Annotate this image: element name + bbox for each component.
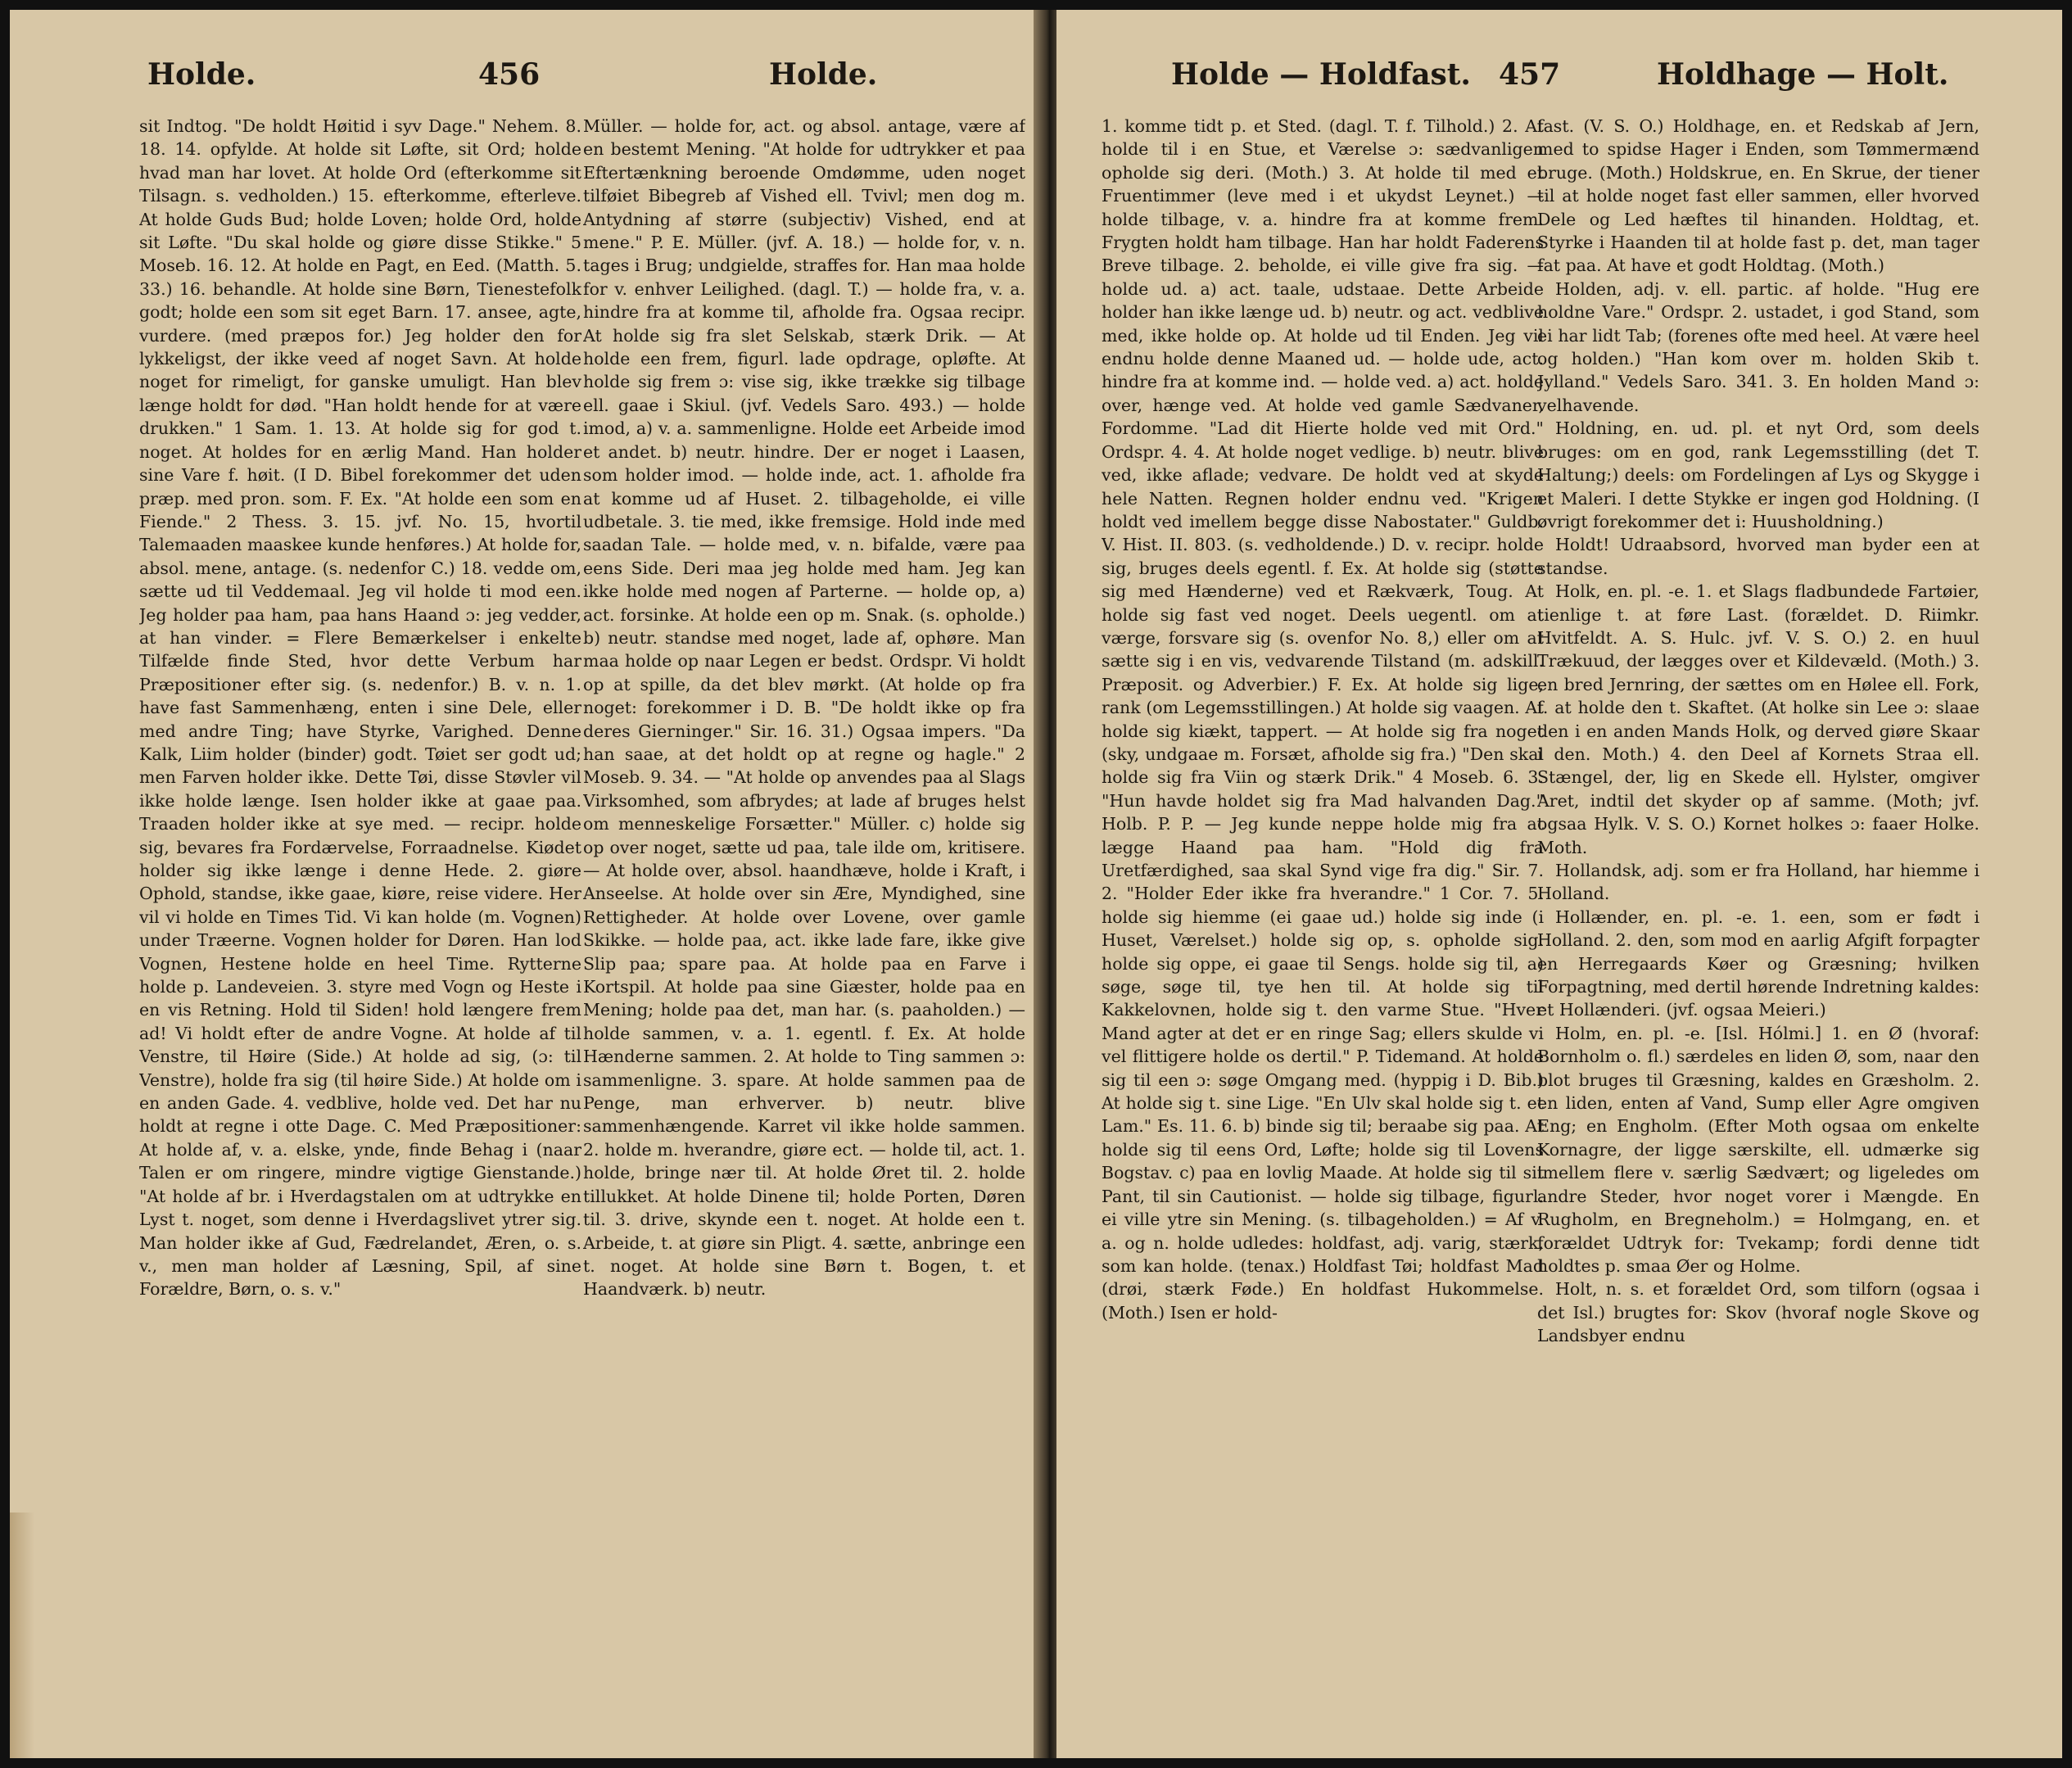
left-col1-text: sit Indtog. "De holdt Høitid i syv Dage." Nehem. 8. 18. 14. opfylde. At holde sit Løfte, sit Ord; holde hvad man har lovet. At holde Ord (efterkomme sit Tilsagn. s. vedholden.) 15. efterkomme, efterleve. At holde Guds Bud; holde Loven; holde Ord, holde sit Løfte. "Du skal holde og giøre disse Stikke." 5 Moseb. 16. 12. At holde en Pagt, en Eed. (Matth. 5. 33.) 16. behandle. At holde sine Børn, Tienestefolk godt; holde een som sit eget Barn. 17. ansee, agte, vurdere. (med præpos for.) Jeg holder den for lykkeligst, der ikke veed af noget Savn. At holde noget for rimeligt, for ganske umuligt. Han blev længe holdt for død. "Han holdt hende for at være drukken." 1 Sam. 1. 13. At holde sig for god t. noget. At holdes for en ærlig Mand. Han holder sine Vare f. høit. (I D. Bibel forekommer det uden præp. med pron. som. F. Ex. "At holde een som en Fiende." 2 Thess. 3. 15. jvf. No. 15, hvortil Talemaaden maaskee kunde henføres.) At holde for, absol. mene, antage. (s. nedenfor C.) 18. vedde om, sætte ud til Veddemaal. Jeg vil holde ti mod een. Jeg holder paa ham, paa hans Haand ɔ: jeg vedder, at han vinder. = Flere Bemærkelser i enkelte Tilfælde finde Sted, hvor dette Verbum har Præpositioner efter sig. (s. nedenfor.) B. v. n. 1. have fast Sammenhæng, enten i sine Dele, eller med andre Ting; have Styrke, Varighed. Denne Kalk, Liim holder (binder) godt. Tøiet ser godt ud; men Farven holder ikke. Dette Tøi, disse Støvler vil ikke holde længe. Isen holder ikke at gaae paa. Traaden holder ikke at sye med. — recipr. holde sig, bevares fra Fordærvelse, Forraadnelse. Kiødet holder sig ikke længe i denne Hede. 2. giøre Ophold, standse, ikke gaae, kiøre, reise videre. Her vil vi holde en Times Tid. Vi kan holde (m. Vognen) under Træerne. Vognen holder for Døren. Han lod Vognen, Hestene holde en heel Time. Rytterne holde p. Landeveien. 3. styre med Vogn og Heste i en vis Retning. Hold til Siden! hold længere frem ad! Vi holdt efter de andre Vogne. At holde af til Venstre, til Høire (Side.) At holde ad sig, (ɔ: til Venstre), holde fra sig (til høire Side.) At holde om i en anden Gade. 4. vedblive, holde ved. Det har nu holdt at regne i otte Dage. C. Med Præpositioner: At holde af, v. a. elske, ynde, finde Behag i (naar Talen er om ringere, mindre vigtige Gienstande.) "At holde af br. i Hverdagstalen om at udtrykke en Lyst t. noget, som denne i Hverdagslivet ytrer sig. Man holder ikke af Gud, Fædrelandet, Æren, o. s. v., men man holder af Læsning, Spil, af sine Forældre, Børn, o. s. v." <box>139 116 581 1300</box>
right-column-2 <box>1537 115 1979 1725</box>
left-header-right: Holde. <box>769 57 878 92</box>
right-header-left: Holde — Holdfast. <box>1171 57 1471 92</box>
left-running-head <box>10 57 1040 106</box>
right-running-head <box>1056 57 2062 106</box>
page-edge-shading <box>10 1513 34 1758</box>
right-column-1 <box>1102 115 1544 1725</box>
left-col2-text: Müller. — holde for, act. og absol. antage, være af en bestemt Mening. "At holde for udtrykker et paa Eftertænkning beroende Omdømme, uden noget tilføiet Bibegreb af Vished ell. Tvivl; men dog m. Antydning af større (subjectiv) Vished, end at mene." P. E. Müller. (jvf. A. 18.) — holde for, v. n. tages i Brug; undgielde, straffes for. Han maa holde for v. enhver Leilighed. (dagl. T.) — holde fra, v. a. hindre fra at komme til, afholde fra. Ogsaa recipr. At holde sig fra slet Selskab, stærk Drik. — At holde een frem, figurl. lade opdrage, opløfte. At holde sig frem ɔ: vise sig, ikke trække sig tilbage ell. gaae i Skiul. (jvf. Vedels Saro. 493.) — holde imod, a) v. a. sammenligne. Holde eet Arbeide imod et andet. b) neutr. hindre. Der er noget i Laasen, som holder imod. — holde inde, act. 1. afholde fra at komme ud af Huset. 2. tilbageholde, ei ville udbetale. 3. tie med, ikke fremsige. Hold inde med saadan Tale. — holde med, v. n. bifalde, være paa eens Side. Deri maa jeg holde med ham. Jeg kan ikke holde med nogen af Parterne. — holde op, a) act. forsinke. At holde een op m. Snak. (s. opholde.) b) neutr. standse med noget, lade af, ophøre. Man maa holde op naar Legen er bedst. Ordspr. Vi holdt op at spille, da det blev mørkt. (At holde op fra noget: forekommer i D. B. "De holdt ikke op fra deres Gierninger." Sir. 16. 31.) Ogsaa impers. "Da han saae, at det holdt op at regne og hagle." 2 Moseb. 9. 34. — "At holde op anvendes paa al Slags Virksomhed, som afbrydes; at lade af bruges helst om menneskelige Forsætter." Müller. c) holde sig op over noget, sætte ud paa, tale ilde om, kritisere. — At holde over, absol. haandhæve, holde i Kraft, i Anseelse. At holde over sin Ære, Myndighed, sine Rettigheder. At holde over Lovene, over gamle Skikke. — holde paa, act. ikke lade fare, ikke give Slip paa; spare paa. At holde paa en Farve i Kortspil. At holde paa sine Giæster, holde paa en Mening; holde paa det, man har. (s. paaholden.) — holde sammen, v. a. 1. egentl. f. Ex. At holde Hænderne sammen. 2. At holde to Ting sammen ɔ: sammenligne. 3. spare. At holde sammen paa de Penge, man erhverver. b) neutr. blive sammenhængende. Karret vil ikke holde sammen. 2. holde m. hverandre, giøre ect. — holde til, act. 1. holde, bringe nær til. At holde Øret til. 2. holde tillukket. At holde Dinene til; holde Porten, Døren til. 3. drive, skynde een t. noget. At holde een t. Arbeide, t. at giøre sin Pligt. 4. sætte, anbringe een t. noget. At holde sine Børn t. Bogen, t. et Haandværk. b) neutr. <box>583 116 1025 1300</box>
right-page-number: 457 <box>1499 57 1561 92</box>
left-header-left: Holde. <box>147 57 256 92</box>
dict-entry-holden: Holden, adj. v. ell. partic. af holde. "Hug ere holdne Vare." Ordspr. 2. ustadet, i god Stand, som ei har lidt Tab; (forenes ofte med heel. At være heel og holden.) "Han kom over m. holden Skib t. Jylland." Vedels Saro. 341. 3. En holden Mand ɔ: velhavende. <box>1537 278 1979 415</box>
dict-entry-holk: Holk, en. pl. -e. 1. et Slags fladbundede Fartøier, tienlige t. at føre Last. (forældet. D. Riimkr. Hvitfeldt. A. S. Hulc. jvf. V. S. O.) 2. en huul Trækuud, der lægges over et Kildevæld. (Moth.) 3. en bred Jernring, der sættes om en Hølee ell. Fork, f. at holde den t. Skaftet. (At holke sin Lee ɔ: slaae den i en anden Mands Holk, og derved giøre Skaar i den. Moth.) 4. den Deel af Kornets Straa ell. Stængel, der, lig en Skede ell. Hylster, omgiver Aret, indtil det skyder op af samme. (Moth; jvf. ogsaa Hylk. V. S. O.) Kornet holkes ɔ: faaer Holke. Moth. <box>1537 581 1979 857</box>
left-page-number: 456 <box>478 57 541 92</box>
right-col1-text: 1. komme tidt p. et Sted. (dagl. T. f. Tilhold.) 2. At holde til i en Stue, et Værelse ɔ: sædvanligen opholde sig deri. (Moth.) 3. At holde til med et Fruentimmer (leve med i et ukydst Leynet.) — holde tilbage, v. a. hindre fra at komme frem. Frygten holdt ham tilbage. Han har holdt Faderens Breve tilbage. 2. beholde, ei ville give fra sig. — holde ud. a) act. taale, udstaae. Dette Arbeide holder han ikke længe ud. b) neutr. og act. vedblive med, ikke holde op. At holde ud til Enden. Jeg vil endnu holde denne Maaned ud. — holde ude, act. hindre fra at komme ind. — holde ved. a) act. holde over, hænge ved. At holde ved gamle Sædvaner, Fordomme. "Lad dit Hierte holde ved mit Ord." Ordspr. 4. 4. At holde noget vedlige. b) neutr. blive ved, ikke aflade; vedvare. De holdt ved at skyde hele Natten. Regnen holder endnu ved. "Krigen holdt ved imellem begge disse Nabostater." Guldb. V. Hist. II. 803. (s. vedholdende.) D. v. recipr. holde sig, bruges deels egentl. f. Ex. At holde sig (støtte sig med Hænderne) ved et Rækværk, Toug. At holde sig fast ved noget. Deels uegentl. om at værge, forsvare sig (s. ovenfor No. 8,) eller om at sætte sig i en vis, vedvarende Tilstand (m. adskill. Præposit. og Adverbier.) F. Ex. At holde sig lige, rank (om Legemsstillingen.) At holde sig vaagen. At holde sig kiækt, tappert. — At holde sig fra noget (sky, undgaae m. Forsæt, afholde sig fra.) "Den skal holde sig fra Viin og stærk Drik." 4 Moseb. 6. 3. "Hun havde holdet sig fra Mad halvanden Dag." Holb. P. P. — Jeg kunde neppe holde mig fra at lægge Haand paa ham. "Hold dig fra Uretfærdighed, saa skal Synd vige fra dig." Sir. 7. 2. "Holder Eder ikke fra hverandre." 1 Cor. 7. 5. holde sig hiemme (ei gaae ud.) holde sig inde (i Huset, Værelset.) holde sig op, s. opholde sig. holde sig oppe, ei gaae til Sengs. holde sig til, a) søge, søge til, tye hen til. At holde sig til Kakkelovnen, holde sig t. den varme Stue. "Hver Mand agter at det er en ringe Sag; ellers skulde vi vel flittigere holde os dertil." P. Tidemand. At holde sig til een ɔ: søge Omgang med. (hyppig i D. Bib.) At holde sig t. sine Lige. "En Ulv skal holde sig t. et Lam." Es. 11. 6. b) binde sig til; beraabe sig paa. At holde sig til eens Ord, Løfte; holde sig til Lovens Bogstav. c) paa en lovlig Maade. At holde sig til sit Pant, til sin Cautionist. — holde sig tilbage, figurl. ei ville ytre sin Mening. (s. tilbageholden.) = Af v. a. og n. holde udledes: holdfast, adj. varig, stærk, som kan holde. (tenax.) Holdfast Tøi; holdfast Mad (drøi, stærk Føde.) En holdfast Hukommelse. (Moth.) Isen er hold- <box>1102 116 1544 1323</box>
dict-entry-holdt: Holdt! Udraabsord, hvorved man byder een at standse. <box>1537 535 1979 578</box>
left-column-1 <box>139 115 581 1725</box>
dict-entry-hollaender: Hollænder, en. pl. -e. 1. een, som er født i Holland. 2. den, som mod en aarlig Afgift forpagter en Herregaards Køer og Græsning; hvilken Forpagtning, med dertil hørende Indretning kaldes: et Hollænderi. (jvf. ogsaa Meieri.) <box>1537 907 1979 1020</box>
dict-entry-holdning: Holdning, en. ud. pl. et nyt Ord, som deels bruges: om en god, rank Legemsstilling (det T. Haltung;) deels: om Fordelingen af Lys og Skygge i et Maleri. I dette Stykke er ingen god Holdning. (I øvrigt forekommer det i: Huusholdning.) <box>1537 418 1979 531</box>
right-header-right: Holdhage — Holt. <box>1657 57 1949 92</box>
dict-entry-hollandsk: Hollandsk, adj. som er fra Holland, har hiemme i Holland. <box>1537 861 1979 904</box>
dict-entry-holdhage: fast. (V. S. O.) Holdhage, en. et Redskab af Jern, med to spidse Hager i Enden, som Tømmermænd bruge. (Moth.) Holdskrue, en. En Skrue, der tiener til at holde noget fast eller sammen, eller hvorved Dele og Led hæftes til hinanden. Holdtag, et. Styrke i Haanden til at holde fast p. det, man tager fat paa. At have et godt Holdtag. (Moth.) <box>1537 116 1979 276</box>
dict-entry-holm: Holm, en. pl. -e. [Isl. Hólmi.] 1. en Ø (hvoraf: Bornholm o. fl.) særdeles en liden Ø, som, naar den blot bruges til Græsning, kaldes en Græsholm. 2. en liden, enten af Vand, Sump eller Agre omgiven Eng; en Engholm. (Efter Moth ogsaa om enkelte Kornagre, der ligge særskilte, ell. udmærke sig imellem flere v. særlig Sædvært; og ligeledes om andre Steder, hvor noget vorer i Mængde. En Rugholm, en Bregneholm.) = Holmgang, en. et forældet Udtryk for: Tvekamp; fordi denne tidt holdtes p. smaa Øer og Holme. <box>1537 1023 1979 1276</box>
right-page <box>1056 10 2062 1758</box>
left-column-2 <box>583 115 1025 1725</box>
left-page <box>10 10 1040 1758</box>
dict-entry-holt: Holt, n. s. et forældet Ord, som tilforn (ogsaa i det Isl.) brugtes for: Skov (hvoraf nogle Skove og Landsbyer endnu <box>1537 1279 1979 1346</box>
